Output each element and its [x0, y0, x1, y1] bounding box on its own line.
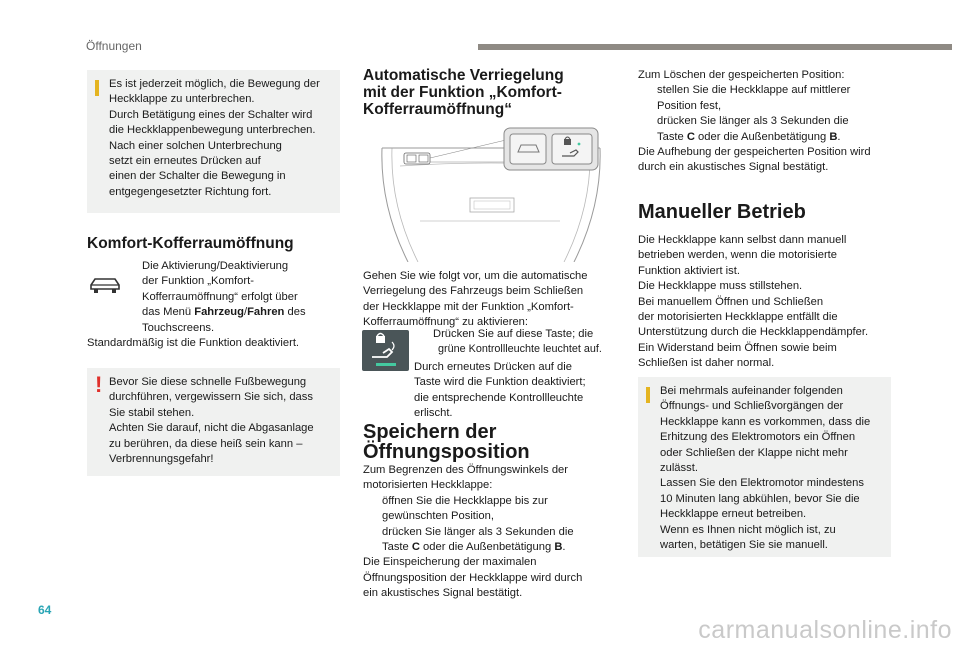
section-title: Öffnungen — [86, 39, 142, 53]
info-line: warten, betätigen Sie sie manuell. — [660, 539, 828, 552]
info-line: Heckklappe erneut betreiben. — [660, 508, 807, 521]
car-outline-icon — [88, 274, 122, 296]
save-position-text — [363, 463, 613, 602]
menu-fahrzeug: Fahrzeug — [194, 306, 244, 319]
text-line: gewünschten Position, — [382, 510, 494, 523]
menu-fahren: Fahren — [247, 306, 285, 319]
text-line: Öffnungsposition der Heckklappe wird durch — [363, 571, 583, 584]
text-line: der motorisierten Heckklappe entfällt die — [638, 311, 838, 324]
manual-text — [638, 233, 898, 372]
text-line: erlischt. — [414, 407, 453, 420]
tailgate-illustration — [380, 126, 602, 262]
comfort-boot-button-icon — [362, 330, 409, 371]
text-line: Zum Begrenzen des Öffnungswinkels der — [363, 464, 569, 476]
info-line: Lassen Sie den Elektromotor mindestens — [660, 477, 864, 490]
info-icon — [95, 80, 99, 96]
default-note: Standardmäßig ist die Funktion deaktiviert. — [87, 337, 300, 349]
text-line: Gehen Sie wie folgt vor, um die automatische — [363, 270, 588, 282]
text-line: Schließen ist daher normal. — [638, 357, 775, 370]
text-line: Kofferraumöffnung“ zu aktivieren: — [363, 316, 529, 329]
text-line: Position fest, — [657, 99, 722, 112]
info-line: Heckklappe zu unterbrechen. — [109, 93, 255, 106]
heading-save-position: Speichern der Öffnungsposition — [363, 421, 530, 463]
info-box-motor — [638, 377, 891, 557]
text-line: der Funktion „Komfort- — [142, 275, 254, 288]
auto-lock-intro — [363, 269, 613, 331]
bullet-marker — [363, 494, 382, 509]
info-line: Wenn es Ihnen nicht möglich ist, zu — [660, 523, 836, 536]
page-number: 64 — [38, 603, 52, 617]
info-box-interrupt — [87, 70, 340, 213]
text-line: Taste C oder die Außenbetätigung B. — [382, 541, 566, 554]
header-bar — [478, 44, 952, 50]
info-icon — [646, 387, 650, 403]
text-line: das Menü Fahrzeug/Fahren des — [142, 306, 306, 319]
info-line: die Heckklappenbewegung unterbrechen. — [109, 124, 316, 137]
text-line: grüne Kontrollleuchte leuchtet auf. — [438, 343, 602, 356]
komfort-description — [142, 259, 342, 336]
info-line: Durch Betätigung eines der Schalter wird — [109, 108, 313, 121]
warning-line: durchführen, vergewissern Sie sich, dass — [109, 391, 313, 404]
text-line: ein akustisches Signal bestätigt. — [363, 587, 523, 600]
text-line: motorisierten Heckklappe: — [363, 479, 493, 492]
text-line: Verriegelung des Fahrzeugs beim Schließen — [363, 285, 584, 298]
text-line: Kofferraumöffnung“ erfolgt über — [142, 290, 298, 303]
text-line: durch ein akustisches Signal bestätigt. — [638, 161, 829, 174]
info-line: Heckklappe kann es vorkommen, dass die — [660, 415, 871, 428]
warning-line: Achten Sie darauf, nicht die Abgasanlage — [109, 422, 314, 435]
info-line: entgegengesetzter Richtung fort. — [109, 185, 272, 198]
warning-line: Verbrennungsgefahr! — [109, 453, 214, 466]
text-line: Unterstützung durch die Heckklappendämpfer. — [638, 326, 869, 339]
text-line: der Heckklappe mit der Funktion „Komfort- — [363, 300, 574, 313]
warning-line: zu berühren, da diese heiß sein kann – — [109, 437, 303, 450]
text-line: Taste C oder die Außenbetätigung B. — [657, 130, 841, 143]
text-line: Touchscreens. — [142, 321, 215, 334]
text-line: Zum Löschen der gespeicherten Position: — [638, 69, 845, 81]
info-line: einen der Schalter die Bewegung in — [109, 170, 286, 183]
text-line: Die Aktivierung/Deaktivierung — [142, 260, 289, 272]
heading-auto-lock: Automatische Verriegelung mit der Funktion „Komfort- Kofferraumöffnung“ — [363, 67, 564, 118]
info-line: 10 Minuten lang abkühlen, bevor Sie die — [660, 492, 860, 505]
text-line: Ein Widerstand beim Öffnen sowie beim — [638, 341, 837, 354]
bullet-marker — [638, 114, 657, 129]
delete-position-text — [638, 68, 898, 176]
warning-box — [87, 368, 340, 476]
text-line: stellen Sie die Heckklappe auf mittlerer — [657, 84, 851, 97]
text-line: betrieben werden, wenn die motorisierte — [638, 249, 837, 262]
text-line: Bei manuellem Öffnen und Schließen — [638, 295, 824, 308]
text-line: öffnen Sie die Heckklappe bis zur — [382, 494, 548, 507]
info-line: oder Schließen der Klappe nicht mehr — [660, 446, 848, 459]
heading-komfort: Komfort-Kofferraumöffnung — [87, 235, 294, 252]
info-line: Es ist jederzeit möglich, die Bewegung der — [109, 78, 320, 90]
bullet-marker — [638, 83, 657, 98]
watermark: carmanualsonline.info — [698, 616, 952, 644]
warning-line: Bevor Sie diese schnelle Fußbewegung — [109, 376, 307, 388]
heading-manual: Manueller Betrieb — [638, 201, 806, 223]
text-line: Die Aufhebung der gespeicherten Position wird — [638, 146, 871, 159]
auto-lock-step — [414, 327, 614, 421]
info-line: setzt ein erneutes Drücken auf — [109, 155, 261, 168]
text-line: drücken Sie länger als 3 Sekunden die — [657, 115, 849, 128]
info-line: Bei mehrmals aufeinander folgenden — [660, 385, 843, 397]
info-line: Erhitzung des Elektromotors ein Öffnen — [660, 431, 856, 444]
text-line: Funktion aktiviert ist. — [638, 264, 740, 277]
bullet-marker — [363, 525, 382, 540]
text-line: Die Einspeicherung der maximalen — [363, 556, 537, 569]
text-line: Taste wird die Funktion deaktiviert; — [414, 376, 586, 389]
warning-icon: ! — [95, 372, 103, 397]
info-line: Öffnungs- und Schließvorgängen der — [660, 400, 844, 413]
text-line: Die Heckklappe kann selbst dann manuell — [638, 234, 847, 246]
text-line: Die Heckklappe muss stillstehen. — [638, 280, 803, 293]
text-line: die entsprechende Kontrollleuchte — [414, 391, 584, 404]
warning-line: Sie stabil stehen. — [109, 406, 195, 419]
info-line: Nach einer solchen Unterbrechung — [109, 139, 282, 152]
text-line: drücken Sie länger als 3 Sekunden die — [382, 525, 574, 538]
text-line: Drücken Sie auf diese Taste; die — [433, 328, 594, 340]
info-line: zulässt. — [660, 462, 698, 475]
text-line: Durch erneutes Drücken auf die — [414, 360, 572, 373]
bullet-marker — [414, 327, 433, 342]
